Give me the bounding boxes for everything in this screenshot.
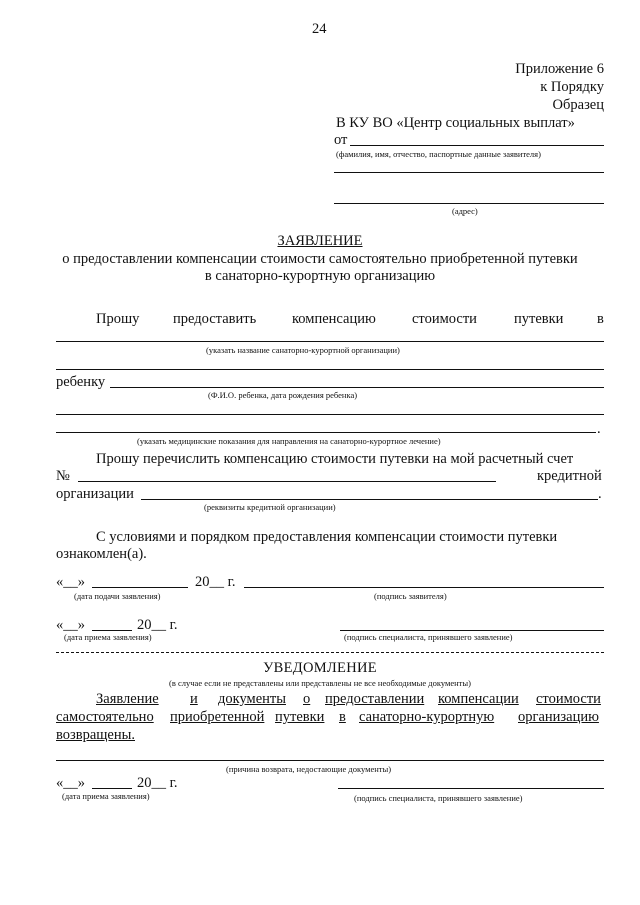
organization-line-2 bbox=[56, 369, 604, 370]
conditions-line-1: С условиями и порядком предоставления компенсации стоимости путевки bbox=[96, 529, 558, 545]
date-month-line bbox=[92, 587, 188, 588]
specialist-sign-hint: (подпись специалиста, принявшего заявление) bbox=[344, 632, 513, 642]
conditions-line-2: ознакомлен(а). bbox=[56, 546, 147, 562]
notice-word: путевки bbox=[275, 709, 325, 725]
document-title: ЗАЯВЛЕНИЕ bbox=[277, 233, 363, 249]
notice-condition: (в случае если не представлены или представлены не все необходимые документы) bbox=[169, 678, 471, 688]
notice-word: компенсации bbox=[438, 691, 519, 707]
notice-word: о bbox=[303, 691, 311, 707]
date-month-line bbox=[92, 788, 132, 789]
number-label: № bbox=[56, 468, 70, 484]
recipient-label: В КУ ВО «Центр социальных выплат» bbox=[336, 115, 575, 131]
notice-word: и bbox=[190, 691, 198, 707]
notice-word: предоставлении bbox=[325, 691, 425, 707]
date-open: «__» bbox=[56, 574, 85, 590]
from-label: от bbox=[334, 132, 348, 148]
appendix-label: Приложение 6 bbox=[515, 61, 604, 77]
organization-hint: (указать название санаторно-курортной организации) bbox=[206, 345, 400, 355]
notice-title: УВЕДОМЛЕНИЕ bbox=[263, 660, 377, 676]
applicant-signature-line bbox=[244, 587, 604, 588]
account-line bbox=[78, 481, 496, 482]
applicant-hint: (фамилия, имя, отчество, паспортные данные заявителя) bbox=[336, 149, 541, 159]
organization-label: организации bbox=[56, 486, 134, 502]
address-hint: (адрес) bbox=[452, 206, 478, 216]
date-open: «__» bbox=[56, 775, 85, 791]
period: . bbox=[597, 421, 601, 437]
notice-word: в bbox=[339, 709, 346, 725]
request-word: предоставить bbox=[173, 311, 257, 327]
applicant-sign-hint: (подпись заявителя) bbox=[374, 591, 447, 601]
date-filing-hint: (дата подачи заявления) bbox=[74, 591, 161, 601]
organization-line bbox=[56, 341, 604, 342]
request-word: стоимости bbox=[412, 311, 477, 327]
bank-line bbox=[141, 499, 598, 500]
applicant-line-2 bbox=[334, 172, 604, 173]
year-label: 20__ г. bbox=[137, 617, 178, 633]
reason-line bbox=[56, 760, 604, 761]
notice-word: санаторно-курортную bbox=[359, 709, 495, 725]
request-word: путевки bbox=[514, 311, 564, 327]
child-hint: (Ф.И.О. ребенка, дата рождения ребенка) bbox=[208, 390, 358, 400]
request-word: Прошу bbox=[96, 311, 140, 327]
notice-word: стоимости bbox=[536, 691, 601, 707]
dashed-separator bbox=[56, 652, 604, 653]
title-subtitle-1: о предоставлении компенсации стоимости самостоятельно приобретенной путевки bbox=[62, 251, 578, 267]
date-receipt-hint: (дата приема заявления) bbox=[62, 791, 150, 801]
specialist-signature-line bbox=[338, 788, 604, 789]
period: . bbox=[598, 486, 602, 502]
medical-hint: (указать медицинские показания для направления на санаторно-курортное лечение) bbox=[137, 436, 441, 446]
child-label: ребенку bbox=[56, 374, 106, 390]
notice-word: организацию bbox=[518, 709, 599, 725]
request-word: компенсацию bbox=[292, 311, 376, 327]
request-word: в bbox=[597, 311, 604, 327]
child-line bbox=[110, 387, 604, 388]
page-number: 24 bbox=[312, 21, 327, 37]
order-label: к Порядку bbox=[540, 79, 604, 95]
notice-word: приобретенной bbox=[170, 709, 265, 725]
credit-label: кредитной bbox=[537, 468, 602, 484]
sample-label: Образец bbox=[552, 97, 604, 113]
applicant-line bbox=[350, 145, 604, 146]
title-subtitle-2: в санаторно-курортную организацию bbox=[204, 268, 436, 284]
transfer-line: Прошу перечислить компенсацию стоимости путевки на мой расчетный счет bbox=[96, 451, 574, 467]
medical-line bbox=[56, 432, 596, 433]
child-line-2 bbox=[56, 414, 604, 415]
year-label: 20__ г. bbox=[137, 775, 178, 791]
specialist-sign-hint: (подпись специалиста, принявшего заявление) bbox=[354, 793, 523, 803]
bank-hint: (реквизиты кредитной организации) bbox=[204, 502, 336, 512]
notice-word: Заявление bbox=[96, 691, 159, 707]
notice-word: документы bbox=[218, 691, 286, 707]
notice-word: самостоятельно bbox=[56, 709, 154, 725]
date-receipt-hint: (дата приема заявления) bbox=[64, 632, 152, 642]
address-line bbox=[334, 203, 604, 204]
date-month-line bbox=[92, 630, 132, 631]
date-open: «__» bbox=[56, 617, 85, 633]
reason-hint: (причина возврата, недостающие документы) bbox=[226, 764, 392, 774]
specialist-signature-line bbox=[340, 630, 604, 631]
notice-returned: возвращены. bbox=[56, 727, 135, 743]
year-label: 20__ г. bbox=[195, 574, 236, 590]
